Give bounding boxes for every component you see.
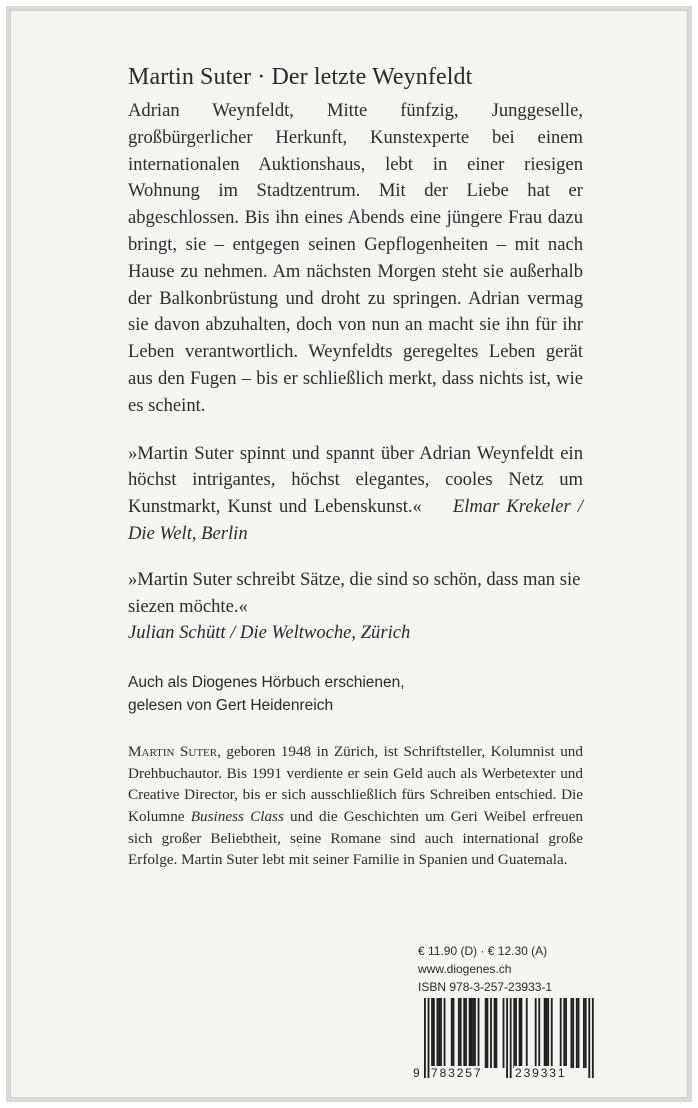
barcode-bar bbox=[576, 998, 578, 1068]
blurb-text: Adrian Weynfeldt, Mitte fünfzig, Junggeselle, großbürgerlicher Herkunft, Kunstexperte bei einem internationalen Auktionshaus, lebt in einer riesigen Wohnung im Stadtzentrum. Mit der Liebe hat er abgeschlossen. Bis ihn eines Abends eine jüngere Frau dazu bringt, sie – entgegen seinen Gepflogenheiten – mit nach Hause zu nehmen. Am nächsten Morgen steht sie außerhalb der Balkonbrüstung und droht zu springen. Adrian vermag sie davon abzuhalten, doch von nun an macht sie ihn für ihr Leben verantwortlich. Weynfeldts geregeltes Leben gerät aus den Fugen – bis er schließlich merkt, dass nichts ist, wie es scheint. bbox=[128, 100, 583, 416]
price-block bbox=[418, 942, 598, 996]
book-back-cover bbox=[10, 10, 688, 1098]
barcode-bar bbox=[545, 998, 547, 1068]
price-label: € 11.90 (D) · € 12.30 (A) bbox=[418, 944, 548, 958]
review-quote-2-text: »Martin Suter schreibt Sätze, die sind so schön, dass man sie siezen möchte.« bbox=[128, 568, 581, 617]
review-quote-1 bbox=[128, 441, 583, 548]
barcode-bar bbox=[469, 998, 471, 1068]
barcode-bar bbox=[465, 998, 467, 1068]
barcode-bar bbox=[474, 998, 476, 1068]
isbn-barcode bbox=[414, 998, 598, 1082]
barcode-bar bbox=[585, 998, 587, 1068]
barcode-bar bbox=[503, 998, 505, 1068]
barcode-bar bbox=[487, 998, 489, 1068]
barcode-bar bbox=[560, 998, 562, 1068]
barcode-bar bbox=[572, 998, 574, 1068]
barcode-bar bbox=[424, 998, 426, 1078]
barcode-bar bbox=[578, 998, 580, 1068]
barcode-bar bbox=[510, 998, 512, 1078]
cover-text-column bbox=[128, 62, 583, 871]
barcode-bar bbox=[433, 998, 435, 1068]
barcode-bar bbox=[565, 998, 567, 1068]
barcode-bar bbox=[431, 998, 433, 1068]
barcode-right-group: 239331 bbox=[515, 1066, 567, 1080]
isbn-label: ISBN 978-3-257-23933-1 bbox=[418, 980, 553, 994]
barcode-bar bbox=[551, 998, 553, 1068]
audiobook-line-1: Auch als Diogenes Hörbuch erschienen, bbox=[128, 674, 405, 692]
barcode-bar bbox=[513, 998, 515, 1068]
barcode-bar bbox=[547, 998, 549, 1068]
author-name: Martin Suter bbox=[128, 743, 218, 761]
barcode-bar bbox=[570, 998, 572, 1068]
barcode-bar bbox=[437, 998, 439, 1068]
barcode-bar bbox=[478, 998, 480, 1068]
barcode-bar bbox=[453, 998, 455, 1068]
barcode-bar bbox=[563, 998, 565, 1068]
barcode-bar bbox=[544, 998, 546, 1068]
barcode-bar bbox=[494, 998, 496, 1068]
review-quote-2-source: Julian Schütt / Die Weltwoche, Zürich bbox=[128, 622, 411, 644]
barcode-bar bbox=[485, 998, 487, 1068]
barcode-bar bbox=[515, 998, 517, 1068]
book-title: Martin Suter · Der letzte Weynfeldt bbox=[128, 64, 473, 90]
barcode-bar bbox=[519, 998, 521, 1068]
audiobook-note bbox=[128, 671, 583, 717]
author-bio bbox=[128, 741, 583, 871]
barcode-bar bbox=[535, 998, 537, 1068]
barcode-bar bbox=[495, 998, 497, 1068]
barcode-bar bbox=[472, 998, 474, 1068]
barcode-bar bbox=[592, 998, 594, 1078]
audiobook-line-2: gelesen von Gert Heidenreich bbox=[128, 697, 334, 715]
review-quote-1-text: »Martin Suter spinnt und spannt über Adrian Weynfeldt ein höchst intrigantes, höchst elegantes, cooles Netz um Kunstmarkt, Kunst und Lebenskunst.« bbox=[128, 442, 583, 518]
barcode-bar bbox=[520, 998, 522, 1068]
barcode-bar bbox=[438, 998, 440, 1068]
barcode-bar bbox=[490, 998, 492, 1068]
barcode-bar bbox=[526, 998, 528, 1068]
barcode-bar bbox=[463, 998, 465, 1068]
barcode-bar bbox=[583, 998, 585, 1068]
barcode-first-digit: 9 bbox=[413, 1066, 422, 1080]
barcode-bar bbox=[458, 998, 460, 1068]
column-title: Business Class bbox=[190, 807, 284, 825]
blurb-paragraph bbox=[128, 98, 583, 420]
barcode-bar bbox=[588, 998, 590, 1078]
author-bio-part-2: und die Geschichten um Geri Weibel erfreuen sich großer Beliebtheit, seine Romane sind auch international große Erfolge. Martin Suter lebt mit seiner Familie in Spanien und Guatemala. bbox=[128, 807, 584, 869]
barcode-bar bbox=[538, 998, 540, 1068]
publisher-website: www.diogenes.ch bbox=[418, 962, 512, 976]
review-quote-2 bbox=[128, 567, 583, 647]
review-quote-1-source: Elmar Krekeler / Die Welt, Berlin bbox=[128, 496, 583, 544]
barcode-bar bbox=[470, 998, 472, 1068]
barcode-bar bbox=[460, 998, 462, 1068]
barcode-bar bbox=[440, 998, 442, 1068]
barcode-bar bbox=[451, 998, 453, 1068]
barcode-bar bbox=[444, 998, 446, 1068]
author-bio-part-1: , geboren 1948 in Zürich, ist Schriftsteller, Kolumnist und Drehbuchautor. Bis 1991 verdiente er sein Geld auch als Werbetexter und Creative Director, bis er sich ausschließlich fürs Schreiben entschied. Die Kolumne bbox=[128, 743, 583, 825]
barcode-bar bbox=[506, 998, 508, 1078]
barcode-left-group: 783257 bbox=[431, 1066, 483, 1080]
